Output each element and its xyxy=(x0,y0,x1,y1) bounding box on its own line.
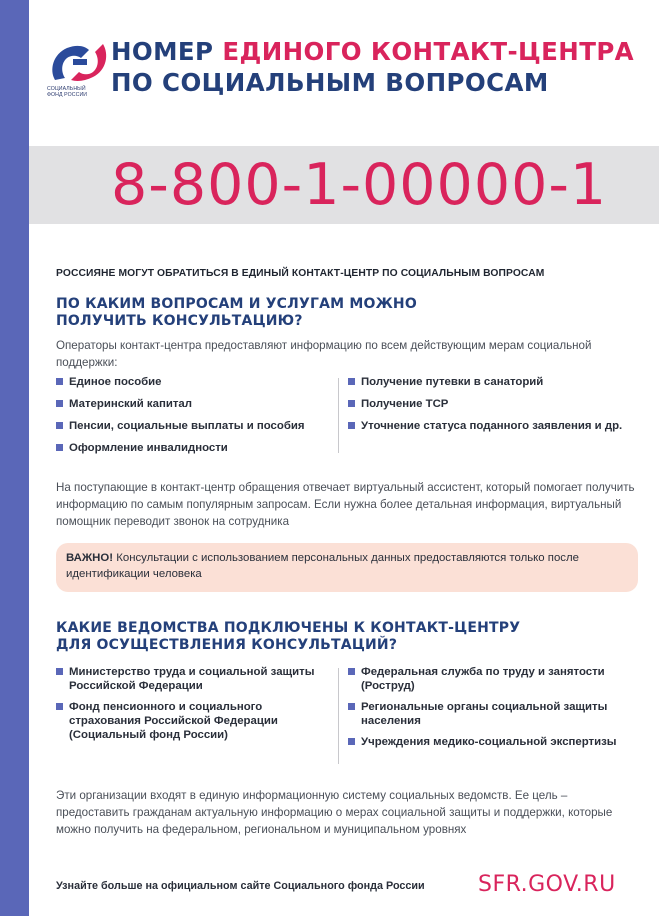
title-accent: ЕДИНОГО КОНТАКТ-ЦЕНТРА xyxy=(222,37,635,66)
agencies-title-line2: ДЛЯ ОСУЩЕСТВЛЕНИЯ КОНСУЛЬТАЦИЙ? xyxy=(56,637,398,653)
services-title-line2: ПОЛУЧИТЬ КОНСУЛЬТАЦИЮ? xyxy=(56,313,303,329)
note-text: Консультации с использованием персональных данных предоставляются только после идентификации человека xyxy=(66,552,579,580)
title-line2: ПО СОЦИАЛЬНЫМ ВОПРОСАМ xyxy=(111,68,549,97)
agencies-list-left xyxy=(56,665,331,749)
agencies-paragraph: Эти организации входят в единую информационную систему социальных ведомств. Ее цель – предоставить гражданам актуальную информацию о мерах социальной защиты и поддержки, которые можно получить на федеральном, региональном и муниципальном уровнях xyxy=(56,789,613,836)
list-item: Министерство труда и социальной защиты Российской Федерации xyxy=(56,665,331,693)
list-item: Учреждения медико-социальной экспертизы xyxy=(348,735,643,749)
logo-caption xyxy=(47,86,109,98)
list-item: Получение путевки в санаторий xyxy=(348,375,638,389)
list-item: Уточнение статуса поданного заявления и др. xyxy=(348,419,638,433)
column-divider xyxy=(338,378,339,453)
sfr-logo-mark xyxy=(47,40,109,84)
agencies-section-title xyxy=(56,620,556,654)
footer-text: Узнайте больше на официальном сайте Социального фонда России xyxy=(56,880,425,892)
agencies-title-line1: КАКИЕ ВЕДОМСТВА ПОДКЛЮЧЕНЫ К КОНТАКТ-ЦЕНТРУ xyxy=(56,620,521,636)
list-item: Региональные органы социальной защиты населения xyxy=(348,700,643,728)
column-divider xyxy=(338,668,339,764)
list-item: Оформление инвалидности xyxy=(56,441,331,455)
page-title xyxy=(111,36,651,98)
website-link[interactable]: SFR.GOV.RU xyxy=(478,872,616,897)
services-list-left xyxy=(56,375,331,463)
left-accent-bar xyxy=(0,0,29,916)
agencies-list-right xyxy=(348,665,643,756)
assistant-paragraph: На поступающие в контакт-центр обращения отвечает виртуальный ассистент, который помогает получить информацию по самым популярным запросам. Если нужна более детальная информация, виртуальный помощник переводит звонок на сотрудника xyxy=(56,481,635,528)
services-intro-paragraph: Операторы контакт-центра предоставляют информацию по всем действующим мерам социальной поддержки: xyxy=(56,339,592,369)
services-list-right xyxy=(348,375,638,441)
logo-caption-line2: ФОНД РОССИИ xyxy=(47,92,88,98)
intro-heading: РОССИЯНЕ МОГУТ ОБРАТИТЬСЯ В ЕДИНЫЙ КОНТАКТ-ЦЕНТР ПО СОЦИАЛЬНЫМ ВОПРОСАМ xyxy=(56,268,545,279)
note-label: ВАЖНО! xyxy=(66,552,114,564)
important-note xyxy=(56,543,638,592)
list-item: Федеральная служба по труду и занятости (Роструд) xyxy=(348,665,643,693)
list-item: Материнский капитал xyxy=(56,397,331,411)
list-item: Фонд пенсионного и социального страхования Российской Федерации (Социальный фонд России) xyxy=(56,700,331,742)
phone-number[interactable]: 8-800-1-00000-1 xyxy=(111,152,608,218)
sfr-logo xyxy=(47,40,107,104)
list-item: Получение ТСР xyxy=(348,397,638,411)
title-line1 xyxy=(111,36,651,67)
logo-caption-line1: СОЦИАЛЬНЫЙ xyxy=(47,86,86,92)
services-title-line1: ПО КАКИМ ВОПРОСАМ И УСЛУГАМ МОЖНО xyxy=(56,296,417,312)
services-section-title xyxy=(56,296,556,330)
list-item: Пенсии, социальные выплаты и пособия xyxy=(56,419,331,433)
list-item: Единое пособие xyxy=(56,375,331,389)
title-prefix: НОМЕР xyxy=(111,37,223,66)
